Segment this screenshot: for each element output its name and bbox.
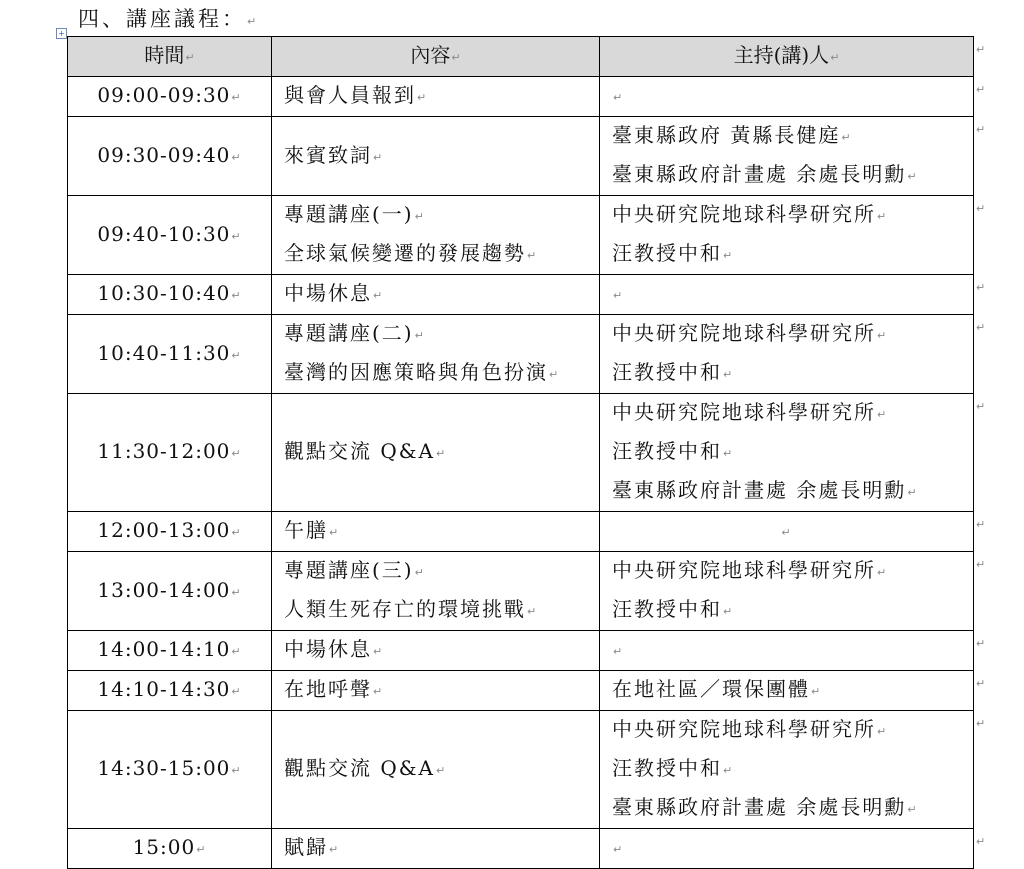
host-line: 中央研究院地球科學研究所 bbox=[612, 717, 876, 741]
host-cell: ↵ bbox=[600, 77, 974, 117]
content-line: 賦歸 bbox=[284, 835, 328, 859]
row-end-marker: ↵ bbox=[976, 320, 986, 334]
table-row bbox=[68, 196, 974, 275]
content-cell: 觀點交流 Q&A↵ bbox=[272, 394, 600, 512]
content-line: 中場休息 bbox=[284, 281, 372, 305]
host-line: 臺東縣政府 黃縣長健庭 bbox=[612, 123, 841, 147]
row-end-marker: ↵ bbox=[976, 399, 986, 413]
time-cell: 10:30-10:40↵ bbox=[68, 275, 272, 315]
content-cell: 中場休息↵ bbox=[272, 631, 600, 671]
agenda-body bbox=[68, 77, 974, 869]
agenda-table bbox=[67, 36, 974, 869]
content-cell: 賦歸↵ bbox=[272, 829, 600, 869]
host-line: 中央研究院地球科學研究所 bbox=[612, 321, 876, 345]
content-line: 人類生死存亡的環境挑戰 bbox=[284, 597, 526, 621]
table-row bbox=[68, 117, 974, 196]
time-text: 15:00 bbox=[132, 835, 196, 859]
content-line: 午膳 bbox=[284, 518, 328, 542]
host-cell: 中央研究院地球科學研究所↵ 汪教授中和↵ bbox=[600, 196, 974, 275]
host-cell: 中央研究院地球科學研究所↵ 汪教授中和↵ 臺東縣政府計畫處 余處長明勳↵ bbox=[600, 394, 974, 512]
host-line: 汪教授中和 bbox=[612, 241, 722, 265]
host-line: 汪教授中和 bbox=[612, 597, 722, 621]
host-cell: 在地社區／環保團體↵ bbox=[600, 671, 974, 711]
host-line: 臺東縣政府計畫處 余處長明勳 bbox=[612, 478, 907, 502]
row-end-marker: ↵ bbox=[976, 676, 986, 690]
content-cell: 與會人員報到↵ bbox=[272, 77, 600, 117]
content-line: 與會人員報到 bbox=[284, 83, 416, 107]
time-cell: 13:00-14:00↵ bbox=[68, 552, 272, 631]
row-end-marker: ↵ bbox=[976, 280, 986, 294]
content-cell: 專題講座(一)↵ 全球氣候變遷的發展趨勢↵ bbox=[272, 196, 600, 275]
content-line: 觀點交流 Q&A bbox=[284, 439, 435, 463]
host-cell: ↵ bbox=[600, 512, 974, 552]
row-end-marker: ↵ bbox=[976, 834, 986, 848]
content-cell: 在地呼聲↵ bbox=[272, 671, 600, 711]
time-cell: 09:00-09:30↵ bbox=[68, 77, 272, 117]
content-line: 觀點交流 Q&A bbox=[284, 756, 435, 780]
table-row bbox=[68, 671, 974, 711]
content-line: 臺灣的因應策略與角色扮演 bbox=[284, 360, 548, 384]
table-header-row bbox=[68, 37, 974, 77]
content-cell: 午膳↵ bbox=[272, 512, 600, 552]
host-line: 中央研究院地球科學研究所 bbox=[612, 558, 876, 582]
content-cell: 專題講座(二)↵ 臺灣的因應策略與角色扮演↵ bbox=[272, 315, 600, 394]
content-line: 來賓致詞 bbox=[284, 142, 372, 167]
table-row bbox=[68, 315, 974, 394]
time-text: 14:30-15:00 bbox=[97, 756, 231, 780]
time-cell: 15:00↵ bbox=[68, 829, 272, 869]
time-text: 09:30-09:40 bbox=[97, 142, 231, 167]
table-row bbox=[68, 631, 974, 671]
content-line: 專題講座(三) bbox=[284, 558, 414, 582]
host-line: 中央研究院地球科學研究所 bbox=[612, 400, 876, 424]
content-cell: 中場休息↵ bbox=[272, 275, 600, 315]
row-end-marker: ↵ bbox=[976, 517, 986, 531]
time-cell: 09:30-09:40↵ bbox=[68, 117, 272, 196]
time-text: 12:00-13:00 bbox=[97, 518, 231, 542]
content-line: 全球氣候變遷的發展趨勢 bbox=[284, 241, 526, 265]
time-cell: 10:40-11:30↵ bbox=[68, 315, 272, 394]
host-cell: 臺東縣政府 黃縣長健庭↵ 臺東縣政府計畫處 余處長明勳↵ bbox=[600, 117, 974, 196]
content-cell: 觀點交流 Q&A↵ bbox=[272, 711, 600, 829]
host-cell: ↵ bbox=[600, 631, 974, 671]
time-text: 13:00-14:00 bbox=[97, 577, 231, 602]
content-cell: 來賓致詞↵ bbox=[272, 117, 600, 196]
time-cell: 12:00-13:00↵ bbox=[68, 512, 272, 552]
host-cell: ↵ bbox=[600, 275, 974, 315]
host-cell: ↵ bbox=[600, 829, 974, 869]
content-line: 在地呼聲 bbox=[284, 677, 372, 701]
time-text: 11:30-12:00 bbox=[97, 439, 231, 463]
row-end-marker: ↵ bbox=[976, 557, 986, 571]
row-end-marker: ↵ bbox=[976, 82, 986, 96]
row-end-marker: ↵ bbox=[976, 636, 986, 650]
time-text: 10:40-11:30 bbox=[97, 340, 231, 365]
time-cell: 14:00-14:10↵ bbox=[68, 631, 272, 671]
host-line: 臺東縣政府計畫處 余處長明勳 bbox=[612, 795, 907, 819]
header-host: 主持(講)人↵ bbox=[600, 37, 974, 77]
host-cell: 中央研究院地球科學研究所↵ 汪教授中和↵ bbox=[600, 552, 974, 631]
time-text: 14:00-14:10 bbox=[97, 637, 231, 661]
content-line: 專題講座(二) bbox=[284, 321, 414, 345]
host-line: 汪教授中和 bbox=[612, 360, 722, 384]
host-line: 臺東縣政府計畫處 余處長明勳 bbox=[612, 162, 907, 186]
time-text: 14:10-14:30 bbox=[97, 677, 231, 701]
content-line: 中場休息 bbox=[284, 637, 372, 661]
content-line: 專題講座(一) bbox=[284, 202, 414, 226]
table-row bbox=[68, 552, 974, 631]
table-row bbox=[68, 275, 974, 315]
table-row bbox=[68, 829, 974, 869]
row-end-marker: ↵ bbox=[976, 122, 986, 136]
host-line: 在地社區／環保團體 bbox=[612, 677, 810, 701]
table-row bbox=[68, 77, 974, 117]
time-cell: 14:10-14:30↵ bbox=[68, 671, 272, 711]
content-cell: 專題講座(三)↵ 人類生死存亡的環境挑戰↵ bbox=[272, 552, 600, 631]
host-cell: 中央研究院地球科學研究所↵ 汪教授中和↵ bbox=[600, 315, 974, 394]
host-cell: 中央研究院地球科學研究所↵ 汪教授中和↵ 臺東縣政府計畫處 余處長明勳↵ bbox=[600, 711, 974, 829]
row-end-marker: ↵ bbox=[976, 201, 986, 215]
time-cell: 14:30-15:00↵ bbox=[68, 711, 272, 829]
host-line: 中央研究院地球科學研究所 bbox=[612, 202, 876, 226]
table-row bbox=[68, 711, 974, 829]
host-line: 汪教授中和 bbox=[612, 439, 722, 463]
table-move-handle-icon[interactable]: + bbox=[56, 28, 67, 39]
row-end-marker: ↵ bbox=[976, 716, 986, 730]
time-cell: 11:30-12:00↵ bbox=[68, 394, 272, 512]
header-time: 時間↵ bbox=[68, 37, 272, 77]
row-end-marker: ↵ bbox=[976, 42, 986, 56]
time-cell: 09:40-10:30↵ bbox=[68, 196, 272, 275]
table-row bbox=[68, 512, 974, 552]
time-text: 09:00-09:30 bbox=[97, 83, 231, 107]
header-content: 內容↵ bbox=[272, 37, 600, 77]
time-text: 09:40-10:30 bbox=[97, 221, 231, 246]
time-text: 10:30-10:40 bbox=[97, 281, 231, 305]
table-row bbox=[68, 394, 974, 512]
section-heading: 四、講座議程：↵ bbox=[78, 7, 260, 31]
host-line: 汪教授中和 bbox=[612, 756, 722, 780]
